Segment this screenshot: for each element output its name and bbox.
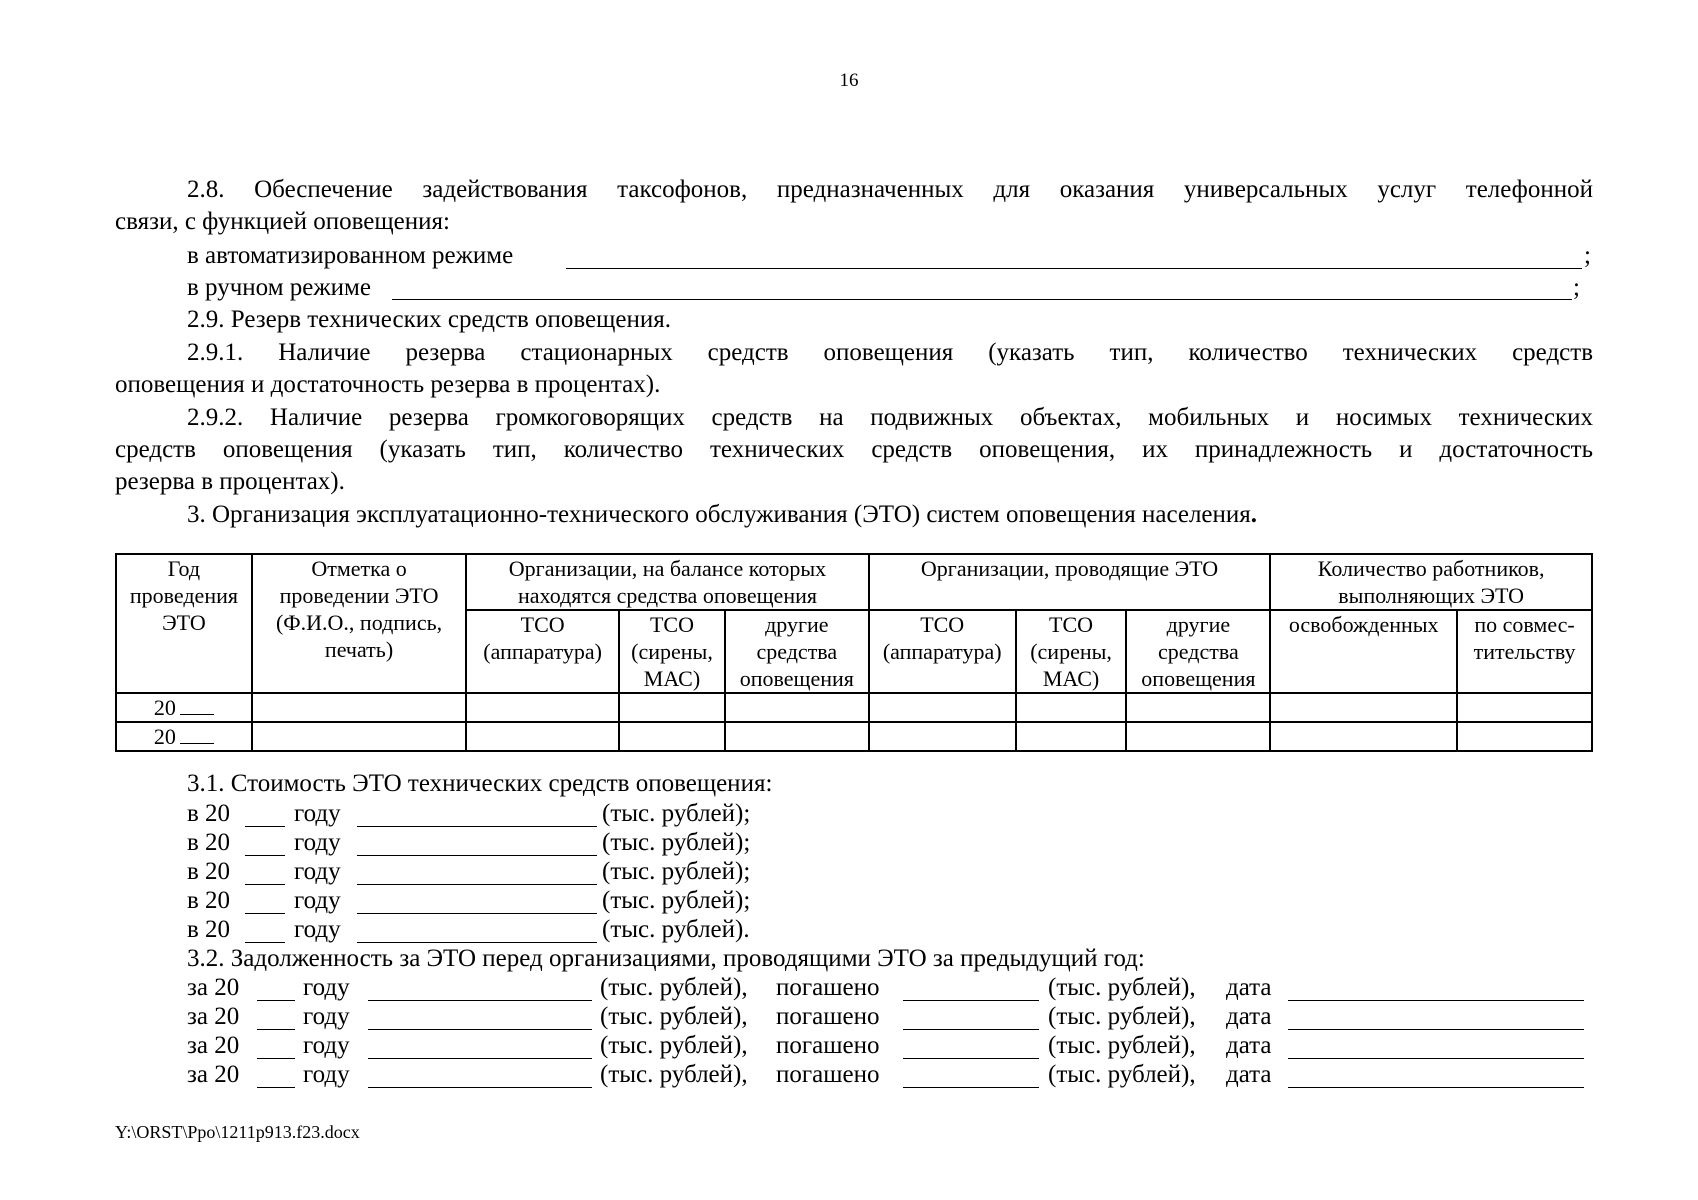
p28-auto-blank: [566, 268, 1582, 269]
header-year: Год проведения ЭТО: [116, 554, 252, 693]
page-number: 16: [839, 70, 859, 91]
header-combined: по совмес-тительству: [1457, 610, 1592, 693]
p292-line3: резерва в процентах).: [115, 468, 345, 495]
header-mark: Отметка о проведении ЭТО (Ф.И.О., подпись, печать): [252, 554, 466, 693]
p28-auto-semicolon: ;: [1584, 242, 1591, 269]
header-workers: Количество работников, выполняющих ЭТО: [1270, 554, 1592, 610]
table-row: [116, 722, 1592, 751]
p3-period: .: [1250, 501, 1258, 528]
p28-line1: 2.8. Обеспечение задействования таксофонов, предназначенных для оказания универсальных услуг телефонной: [187, 176, 1593, 203]
p32-title: 3.2. Задолженность за ЭТО перед организациями, проводящими ЭТО за предыдущий год:: [187, 945, 1145, 972]
header-balance: Организации, на балансе которых находятся средства оповещения: [466, 554, 869, 610]
p292-line1: 2.9.2. Наличие резерва громкоговорящих средств на подвижных объектах, мобильных и носимых технических: [187, 404, 1593, 431]
header-other: другие средства оповещения: [725, 610, 869, 693]
table-row: [116, 693, 1592, 722]
header-tso-app: ТСО (аппаратура): [466, 610, 619, 693]
p3-text: 3. Организация эксплуатационно-технического обслуживания (ЭТО) систем оповещения населения: [187, 501, 1251, 528]
header-released: освобожденных: [1270, 610, 1457, 693]
eto-table: [115, 553, 1593, 752]
p28-manual-blank: [392, 299, 1572, 300]
p31-title: 3.1. Стоимость ЭТО технических средств оповещения:: [187, 770, 773, 797]
p28-manual-label: в ручном режиме: [187, 274, 371, 301]
p291-line2: оповещения и достаточность резерва в процентах).: [115, 371, 661, 398]
p28-line2: связи, с функцией оповещения:: [115, 208, 450, 235]
p29: 2.9. Резерв технических средств оповещения.: [187, 306, 672, 333]
p291-line1: 2.9.1. Наличие резерва стационарных средств оповещения (указать тип, количество технических средств: [187, 339, 1593, 366]
p28-auto-label: в автоматизированном режиме: [187, 242, 514, 269]
p292-line2: средств оповещения (указать тип, количество технических средств оповещения, их принадлежность и достаточность: [115, 436, 1593, 463]
header-tso-sir: ТСО (сирены, МАС): [1016, 610, 1127, 693]
year-cell[interactable]: 20: [116, 693, 252, 722]
header-tso-sir: ТСО (сирены, МАС): [619, 610, 725, 693]
p3-heading: [187, 499, 1257, 531]
header-other: другие средства оповещения: [1126, 610, 1270, 693]
footer-file-path: Y:\ORST\Ppo\1211p913.f23.docx: [115, 1122, 360, 1142]
header-tso-app: ТСО (аппаратура): [869, 610, 1016, 693]
year-cell[interactable]: 20: [116, 722, 252, 751]
header-orgs: Организации, проводящие ЭТО: [869, 554, 1271, 610]
p28-manual-semicolon: ;: [1573, 274, 1580, 301]
